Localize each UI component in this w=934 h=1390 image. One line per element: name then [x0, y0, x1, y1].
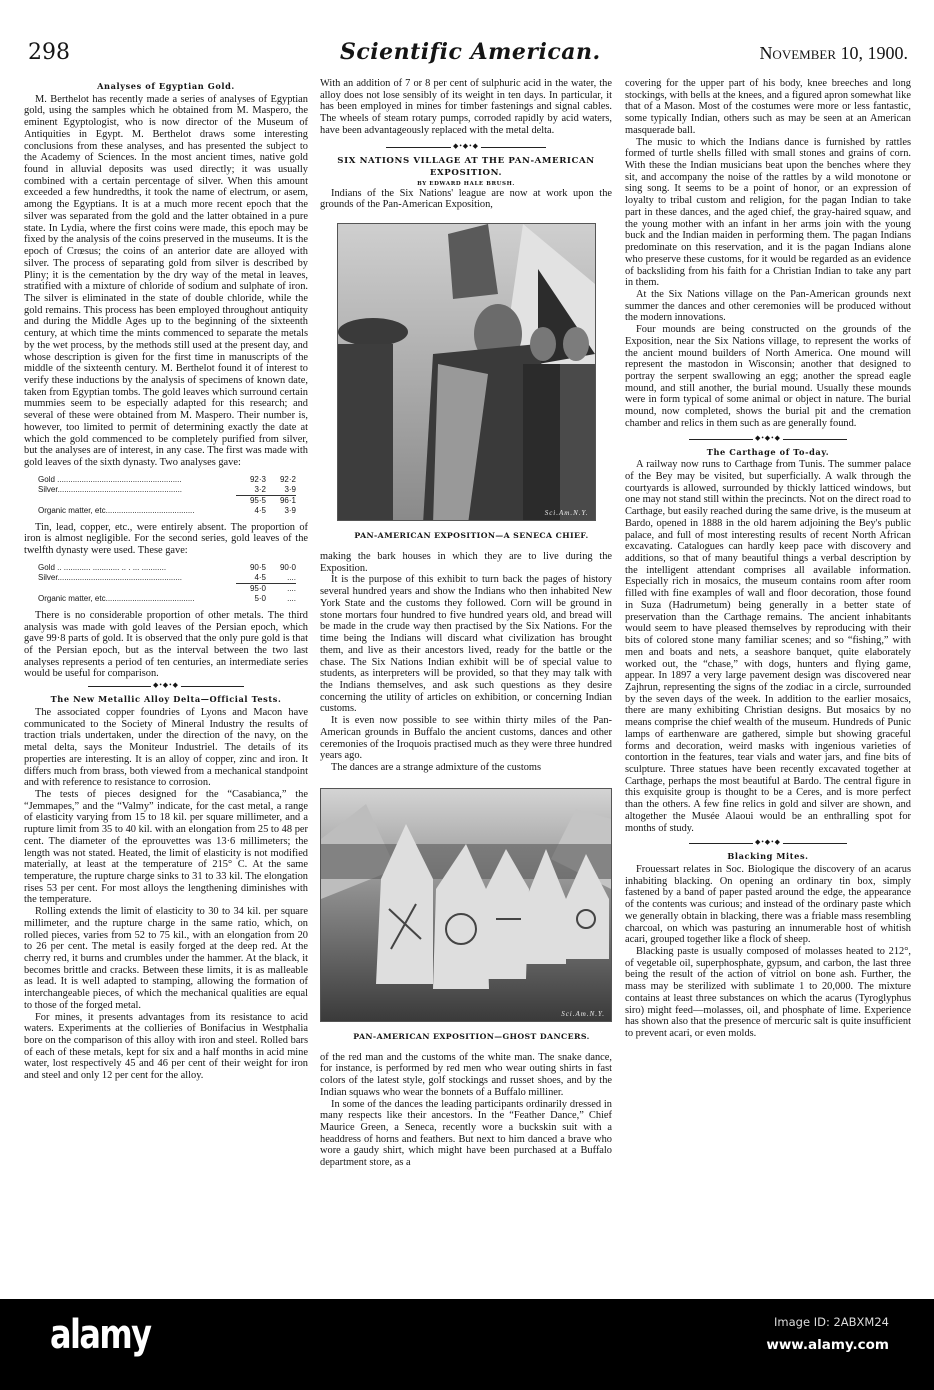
- row-label: Silver: [38, 484, 58, 494]
- watermark-bar: [0, 1299, 934, 1390]
- row-label: Silver: [38, 573, 58, 583]
- value: 3·2: [254, 484, 266, 494]
- row-label: Organic matter, etc: [38, 593, 106, 603]
- value: 3·9: [284, 505, 296, 515]
- value: 95·5: [236, 495, 266, 506]
- table-row: Gold ........................................................ 92·3 92·2: [38, 474, 296, 484]
- photo-caption-seneca-chief: PAN-AMERICAN EXPOSITION—A SENECA CHIEF.: [354, 531, 589, 541]
- table-row: Silver........................................................ 3·2 3·9: [38, 484, 296, 494]
- paragraph: The dances are a strange admixture of the customs: [331, 761, 542, 773]
- row-label: Gold: [38, 562, 55, 572]
- paragraph: covering for the upper part of his body, knee breeches and long stockings, with bells at the knees, and a figured apron somewhat like that of a Mason. Most of the costumes were more or less fantastic, some typically Indian, others such as may be seen at an American masquerade ball.: [625, 78, 911, 136]
- analysis-table-1: [38, 475, 296, 516]
- paragraph: Rolling extends the limit of elasticity to 30 to 34 kil. per square millimeter, and the rupture charge in the same ratio, which, on rolled pieces, varies from 52 to 75 kil., with an elongation from 20 to 26 per cent. The metal is easily forged at the deep red. At the cherry red, it burns and crumbles under the hammer. At the black, it becomes brittle and cracks. Between these limits, it is as malleable as lead. It is well adapted to stamping, allowing the formation of interchangeable pieces, of which the mechanical qualities are equal to those of the forged metal.: [24, 906, 308, 1011]
- paragraph: At the Six Nations village on the Pan-American grounds next summer the dances and other ceremonies will be produced without the modern innovations.: [625, 288, 911, 324]
- paragraph: The music to which the Indians dance is furnished by rattles formed of turtle shells filled with small stones and grains of corn. With these the Indian musicians beat upon the benches where they sit, and accompany the noise of the rattles by a wild monotone or sing song. It seems to be a point of honor, or an expression of loyalty to tribal custom and religion, for the pagan Indian to take part in these dances, and the aged chief, the gray-haired squaw, and the young mother with an infant in her arms join with the young buck and the Indian maiden in performing them. The pagan Indians predominate on this reservation, and it is the pagan Indians alone who preserve these customs, for it would be regarded as an evidence of backsliding from his faith for a Christian Indian to take any part in them.: [625, 136, 911, 289]
- photo-ghost-dancers: [320, 788, 612, 1022]
- photo-credit: Sci.Am.N.Y.: [544, 509, 589, 518]
- seneca-chief-image: [338, 224, 595, 520]
- paragraph: of the red man and the customs of the white man. The snake dance, for instance, is performed by red men who wear outing shirts in fast colors of the latest style, golf stockings and russet shoes, and by the Indian squaws who wear the bonnets of a Buffalo milliner.: [320, 1051, 612, 1098]
- issue-date: November 10, 1900.: [759, 43, 908, 63]
- paragraph: Blacking paste is usually composed of molasses heated to 212°, of vegetable oil, superphosphate, gypsum, and carbon, the last three being the result of the action of vitriol on bone ash. Further, the mass may be sterilized with sublimate 1 to 20,000. The mixture contains at least three substances on which the acarus (Tyroglyphus siro) might feed—molasses, oil, and phosphate of lime. Experience has shown also that the presence of mercuric salt is quite insufficient to prevent acari, or even molds.: [625, 946, 911, 1040]
- paragraph: It is even now possible to see within thirty miles of the Pan-American grounds in Buffalo the ancient customs, dances and other ceremonies of the Iroquois practised much as they were three hundred years ago.: [320, 715, 612, 762]
- photo-caption-ghost-dancers: PAN-AMERICAN EXPOSITION—GHOST DANCERS.: [353, 1031, 590, 1041]
- value: ....: [266, 583, 296, 594]
- article-heading-carthage: The Carthage of To-day.: [706, 446, 830, 457]
- table-row: Organic matter, etc........................................ 4·5 3·9: [38, 505, 296, 515]
- paragraph: Indians of the Six Nations' league are now at work upon the grounds of the Pan-American Exposition,: [320, 187, 612, 211]
- paragraph: For mines, it presents advantages from its resistance to acid waters. Experiments at the collieries of Bonifacius in Westphalia bore on the comparison of this alloy with iron and steel. Rolled bars of each of these metals, kept for six and a half months in acid mine water, lost respectively 45 and 46 per cent of their weight for iron and steel and only 12 per cent for the alloy.: [24, 1011, 308, 1082]
- section-divider: [88, 682, 244, 691]
- value: 5·0: [254, 593, 266, 603]
- value: 95·0: [236, 583, 266, 594]
- paragraph: M. Berthelot has recently made a series of analyses of Egyptian gold, using the samples which he obtained from M. Maspero, the eminent Egyptologist, who is now director of the Museum of Antiquities in Egypt. M. Berthelot draws some interesting conclusions from these analyses, and has presented the subject to the Academy of Sciences. In the most ancient times, native gold found in alluvial deposits was used directly; it was usually combined with a certain percentage of silver. When this amount exceeded a few hundredths, it took the name of electrum, or asem, among the Egyptians. It is at a much more recent epoch that the silver was separated from the gold and the latter obtained in a pure state. In Lydia, where the first coins were made, this epoch may be fixed by the analysis of the coins preserved in the museums. It is the epoch of Crœsus; the coins of an anterior date are alloyed with silver. The process of separating gold from silver is described by Pliny; it is the cementation by the dry way of the metal in leaves, stratified with a mixture of chloride of sodium and sulphate of iron. The silver is eliminated in the state of double chloride, while the gold remains. This process has been employed throughout antiquity and during the Middle Ages up to the beginning of the sixteenth century, at which time the mints commenced to separate the metals by the wet process, by the methods still used at the present day, and whose description is given for the first time in manuscripts of the middle of the sixteenth century. M. Berthelot found it of interest to verify these inductions by the analysis of specimens of known date, taken from Egyptian tombs. The gold leaves which surround certain mummies seem to be especially adapted for this research; and several of these were obtained from M. Maspero. Their number is, however, too limited to permit of determining exactly the date at which the gold commenced to be completely purified from silver, but the analyses are of interest, in any case. The first was made with gold leaves of the sixth dynasty. Two analyses gave:: [24, 93, 308, 468]
- article-heading-egyptian-gold: Analyses of Egyptian Gold.: [97, 81, 235, 91]
- article-heading-blacking-mites: Blacking Mites.: [727, 851, 809, 862]
- right-column: [625, 78, 911, 1040]
- article-heading-six-nations: SIX NATIONS VILLAGE AT THE PAN-AMERICAN EXPOSITION.: [337, 155, 595, 178]
- paragraph: Four mounds are being constructed on the grounds of the Exposition, near the Six Nations village, to represent the works of the ancient mound builders of North America. One mound will represent the mastodon in Wisconsin; another that designed to portray the serpent swallowing an egg; another the spread eagle mound, and still another, the burial mound. Usually these mounds were in form typical of some animal or object in nature. The burial mound, now completed, shows the burial pit and the cremation chamber and relics in them such as are generally found.: [625, 324, 911, 429]
- value: ....: [287, 593, 296, 603]
- byline: BY EDWARD HALE BRUSH.: [417, 180, 515, 187]
- value: 90·0: [279, 562, 296, 572]
- value: 96·1: [266, 495, 296, 506]
- paragraph: making the bark houses in which they are to live during the Exposition.: [320, 551, 612, 574]
- table-row: Silver........................................................ 4·5 ....: [38, 572, 296, 583]
- paragraph: With an addition of 7 or 8 per cent of sulphuric acid in the water, the alloy does not lose sensibly of its weight in ten days. In particular, it has been employed in mines for timber fastenings and signal cables. The wheels of steam rotary pumps, corroded rapidly by acid waters, have been advantageously replaced with the metal delta.: [320, 78, 612, 136]
- section-divider: [386, 143, 547, 152]
- paragraph: In some of the dances the leading participants ordinarily dressed in many respects like their ancestors. In the “Feather Dance,” Chief Maurice Green, a Seneca, recently wore a buckskin suit with a headdress of horns and feathers. But next to him danced a brave who wore a gaudy shirt, which might have been purchased at a Buffalo department store, as a: [320, 1098, 612, 1169]
- paragraph: The associated copper foundries of Lyons and Macon have communicated to the Society of Mineral Industry the results of traction trials undertaken, under the direction of the navy, on the metal delta, says the Moniteur Industriel. The details of its properties are interesting. It is an alloy of copper, zinc and iron. It differs much from brass, both viewed from a mechanical standpoint and with reference to resistance to corrosion.: [24, 706, 308, 789]
- table-row: [38, 495, 296, 506]
- value: 90·5: [249, 562, 266, 572]
- analysis-table-2: [38, 563, 296, 604]
- paragraph: It is the purpose of this exhibit to turn back the pages of history several hundred years and show the Indians who then inhabited New York State and the customs they followed. Corn will be ground in stone mortars four hundred to five hundred years old, and bread will be made in the crude way then practised by the Six Nations. For the time being the Indians will discard what civilization has brought them, and live as their ancestors lived, ready for the battle or the chase. The Six Nations Indian exhibit will be of special value to students, as interpreters will be provided, so that they may talk with the Indians themselves, and ask such questions as they desire concerning the utility of articles on exhibition, or concerning Indian customs.: [320, 574, 612, 715]
- article-heading-metallic-alloy: The New Metallic Alloy Delta—Official Tests.: [50, 694, 282, 705]
- image-id: Image ID: 2ABXM24: [774, 1315, 889, 1329]
- paragraph: Frouessart relates in Soc. Biologique the discovery of an acarus inhabiting blacking. On opening an ordinary tin box, simply fastened by a band of paper pasted around the edge, the appearance of the contents was curious; and instead of the ordinary paste which we generally obtain in blacking, there was a friable mass resembling charcoal, on which was pasturing an innumerable host of whitish acari, grouped together like a flock of sheep.: [625, 864, 911, 946]
- section-divider: [689, 839, 846, 848]
- table-row: [38, 583, 296, 594]
- paragraph: The tests of pieces designed for the “Casabianca,” the “Jemmapes,” and the “Valmy” indicate, for the cast metal, a range of elasticity varying from 15 to 18 kil. per square millimeter, and a rupture limit from 35 to 40 kil. with an elongation from 25 to 48 per cent. The diameter of the eprouvettes was 13·6 millimeters; the length was not stated. Heated, the limit of elasticity is not modified materially, at least at the temperature of 215° C. At the same temperature, the rupture charge sinks to 31 to 33 kil. The elongation rises 53 per cent. For most alloys the lengthening diminishes with the temperature.: [24, 788, 308, 906]
- value: 4·5: [254, 505, 266, 515]
- photo-credit: Sci.Am.N.Y.: [561, 1009, 605, 1018]
- section-divider: [689, 435, 846, 444]
- value: ....: [287, 572, 296, 582]
- watermark-url: www.alamy.com: [766, 1337, 889, 1353]
- paragraph: Tin, lead, copper, etc., were entirely absent. The proportion of iron is almost negligible. For the second series, gold leaves of the twelfth dynasty were used. These gave:: [24, 521, 308, 557]
- table-row: Organic matter, etc........................................ 5·0 ....: [38, 593, 296, 603]
- value: 92·3: [249, 474, 266, 484]
- value: 92·2: [279, 474, 296, 484]
- value: 4·5: [254, 572, 266, 582]
- middle-column: [320, 78, 612, 1169]
- alamy-logo: alamy: [50, 1312, 151, 1358]
- row-label: Organic matter, etc: [38, 505, 106, 515]
- photo-seneca-chief: [337, 223, 596, 521]
- ghost-dancers-image: [321, 789, 611, 1021]
- paragraph: A railway now runs to Carthage from Tunis. The summer palace of the Bey may be visited, but superficially. A walk through the courtyards is allowed, surrounded by thickly latticed windows, but one may not stand still within the precincts. Not on the direct road to Carthage, but easily reached during the same drive, is the museum at Bardo, opened in 1888 in the old harem adjoining the Bey's public palace, and full of most interesting results of recent North African excavating. Catalogues can hardly keep pace with discovery and additions, so that of many beautiful things a verbal description by the intelligent attendant comprises all available information. Especially rich in mosaics, the museum contains room after room filled with fine examples of wall and floor decoration, those found in Suza (Hadrumetum) being generally in a better state of preservation than the Carthage remains. The ancient inhabitants would seem to have pleased themselves by reproducing with their bits of colored stone many familiar scenes; and so “fishing,” with men and boats and nets, a seashore banquet, quite elaborately worked out, the “chase,” with dogs, hunters and flying game, appear. In 1897 a very large pavement design was discovered near Zajhrun, representing the signs of the zodiac in a circle, surrounded by the seven days of the week. In addition to the earlier mosaics, there are many exhibiting Christian designs. But mosaics by no means comprise the chief wealth of the museum. Hundreds of Punic lamps of earthenware are gathered, simple but showing graceful forms and decoration, weird masks with ingenious varieties of contortion in the features, tear vials and water jars, and fine bits of sculpture. Three statues have been recently excavated together at Carthage, perhaps the most beautiful at Bardo. The central figure in this exquisite group is thought to be a Ceres, and is more perfect than the others. A few fine relics in gold and silver are shown, and altogether the Musée Alaoui would be an enthralling spot for months of study.: [625, 459, 911, 834]
- table-row: Gold .. ............ ............ .. . ... ........... 90·5 90·0: [38, 562, 296, 572]
- page-number: 298: [28, 40, 70, 65]
- value: 3·9: [284, 484, 296, 494]
- publication-title: Scientific American.: [340, 39, 601, 65]
- left-column: [24, 78, 308, 1082]
- paragraph: There is no considerable proportion of other metals. The third analysis was made with gold leaves of the Persian epoch, which gave 99·8 parts of gold. It is observed that the only pure gold is that of the Persian epoch, but as the interval between the two last analyses represents a period of ten centuries, an intermediate series would be useful for comparison.: [24, 609, 308, 680]
- row-label: Gold: [38, 474, 55, 484]
